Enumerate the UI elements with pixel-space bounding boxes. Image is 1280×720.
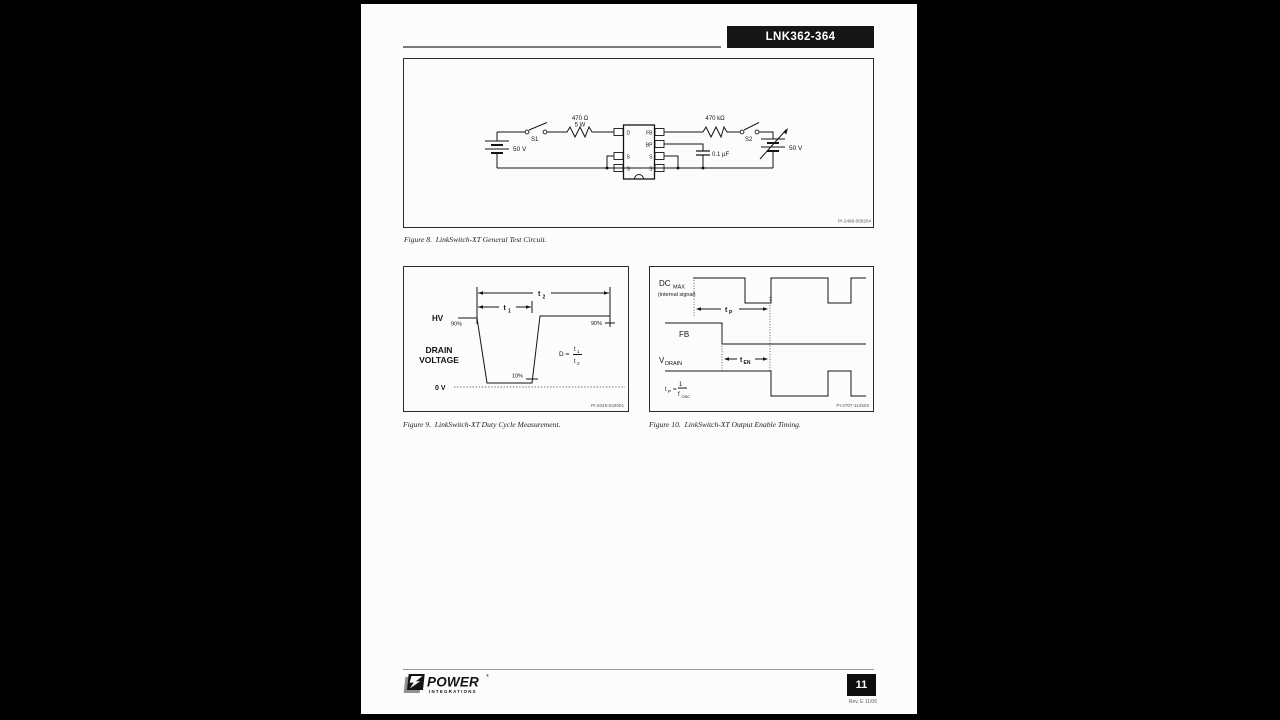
dcmax-label: DC: [659, 279, 671, 288]
revision-text: Rev. E 11/06: [848, 699, 877, 705]
figure8-caption: Figure 8. LinkSwitch-XT General Test Circuit.: [404, 235, 547, 244]
svg-text:P: P: [668, 389, 672, 394]
part-number-text: LNK362-364: [765, 31, 836, 43]
pin-s-label: S: [649, 166, 653, 173]
svg-text:D =: D =: [559, 351, 570, 358]
ninety-right-label: 90%: [590, 321, 602, 327]
figure9-waveform-diagram: [404, 267, 628, 411]
axis-label-line2: VOLTAGE: [419, 355, 459, 365]
dcmax-label-sub: MAX: [673, 284, 685, 291]
switch-s1: [525, 123, 547, 144]
svg-text:1: 1: [577, 349, 580, 354]
resistor-right-value: 470 kΩ: [705, 116, 725, 122]
tp-dimension: [696, 307, 768, 316]
figure9-frame: [403, 266, 629, 412]
dcmax-waveform: [693, 278, 866, 303]
part-number-banner: [727, 26, 874, 48]
switch-s1-label: S1: [531, 137, 539, 143]
brand-integrations-text: INTEGRATIONS: [429, 689, 477, 694]
resistor-470kohm: [703, 116, 740, 137]
resistor-left-value: 470 Ω: [571, 116, 589, 122]
switch-s2: [740, 123, 759, 144]
tp-label: t: [725, 307, 728, 314]
figure8-circuit-diagram: [404, 59, 873, 227]
figure10-frame: [649, 266, 874, 412]
resistor-470ohm: [564, 116, 615, 137]
registered-mark: ®: [486, 673, 489, 678]
switch-s2-label: S2: [745, 137, 753, 143]
ninety-left-label: 90%: [451, 321, 463, 328]
period-formula: [665, 382, 690, 399]
svg-text:t: t: [665, 387, 667, 393]
header-rule: [403, 46, 721, 48]
svg-text:2: 2: [577, 361, 580, 366]
t1-dimension: [478, 305, 531, 315]
letterbox-bottom: [0, 714, 1280, 720]
source-right-label: 50 V: [789, 145, 803, 152]
figure10-pi-number: PI-3707-112503: [836, 403, 869, 408]
tp-label-sub: P: [729, 310, 733, 316]
axis-label-line1: DRAIN: [425, 345, 453, 355]
t2-label-sub: 2: [542, 294, 546, 301]
ten-dimension: [724, 357, 768, 366]
vdrain-label: V: [659, 356, 665, 365]
source-left-label: 50 V: [513, 146, 527, 153]
figure8-frame: [403, 58, 874, 228]
fb-waveform: [665, 323, 866, 344]
vdrain-label-sub: DRAIN: [665, 361, 683, 367]
pi-logo-mark: [404, 674, 425, 693]
pin-d-label: D: [626, 130, 631, 137]
svg-text:t: t: [574, 359, 576, 365]
hv-label: HV: [432, 314, 444, 323]
figure8-pi-number: PI-2490-060204: [838, 218, 871, 224]
datasheet-page: [361, 0, 917, 720]
variable-source-right: [760, 128, 803, 168]
svg-text:1: 1: [679, 382, 683, 388]
figure9-caption: Figure 9. LinkSwitch-XT Duty Cycle Measurement.: [403, 420, 561, 429]
t2-label: t: [538, 291, 541, 298]
figure10-caption: Figure 10. LinkSwitch-XT Output Enable Timing.: [649, 420, 801, 429]
figure10-timing-diagram: [650, 267, 873, 411]
linkswitch-ic: [614, 125, 664, 179]
pin-s-label: S: [626, 154, 630, 161]
zero-volt-label: 0 V: [435, 385, 446, 392]
pin-bp-label: BP: [645, 142, 653, 149]
svg-text:t: t: [574, 347, 576, 353]
t1-label-sub: 1: [508, 308, 511, 315]
fb-label: FB: [679, 330, 690, 339]
pin-s-label: S: [626, 166, 630, 173]
power-integrations-logo: [403, 671, 499, 697]
page-number-badge: [847, 674, 876, 696]
ten-label: t: [740, 357, 743, 364]
footer-rule: [403, 669, 874, 670]
pin-fb-label: FB: [646, 130, 653, 137]
internal-signal-label: (internal signal): [658, 292, 696, 298]
svg-text:f: f: [678, 392, 680, 398]
capacitor-label: 0.1 µF: [712, 152, 730, 158]
brand-power-text: POWER: [427, 674, 480, 690]
dc-source-left: [485, 132, 527, 168]
drain-voltage-waveform: [458, 316, 610, 383]
svg-text:OSC: OSC: [681, 394, 691, 399]
figure9-pi-number: PI-2048-033001: [591, 403, 624, 408]
letterbox-top: [0, 0, 1280, 4]
duty-cycle-formula: [559, 347, 582, 366]
t2-dimension: [478, 291, 609, 301]
ten-percent-label: 10%: [511, 373, 523, 380]
t1-label: t: [503, 305, 506, 312]
svg-text:=: =: [673, 387, 677, 393]
ten-label-sub: EN: [743, 360, 751, 366]
vdrain-waveform: [665, 371, 866, 396]
resistor-left-power: 5 W: [574, 122, 586, 129]
pin-s-label: S: [649, 154, 653, 161]
page-number-text: 11: [855, 679, 868, 691]
